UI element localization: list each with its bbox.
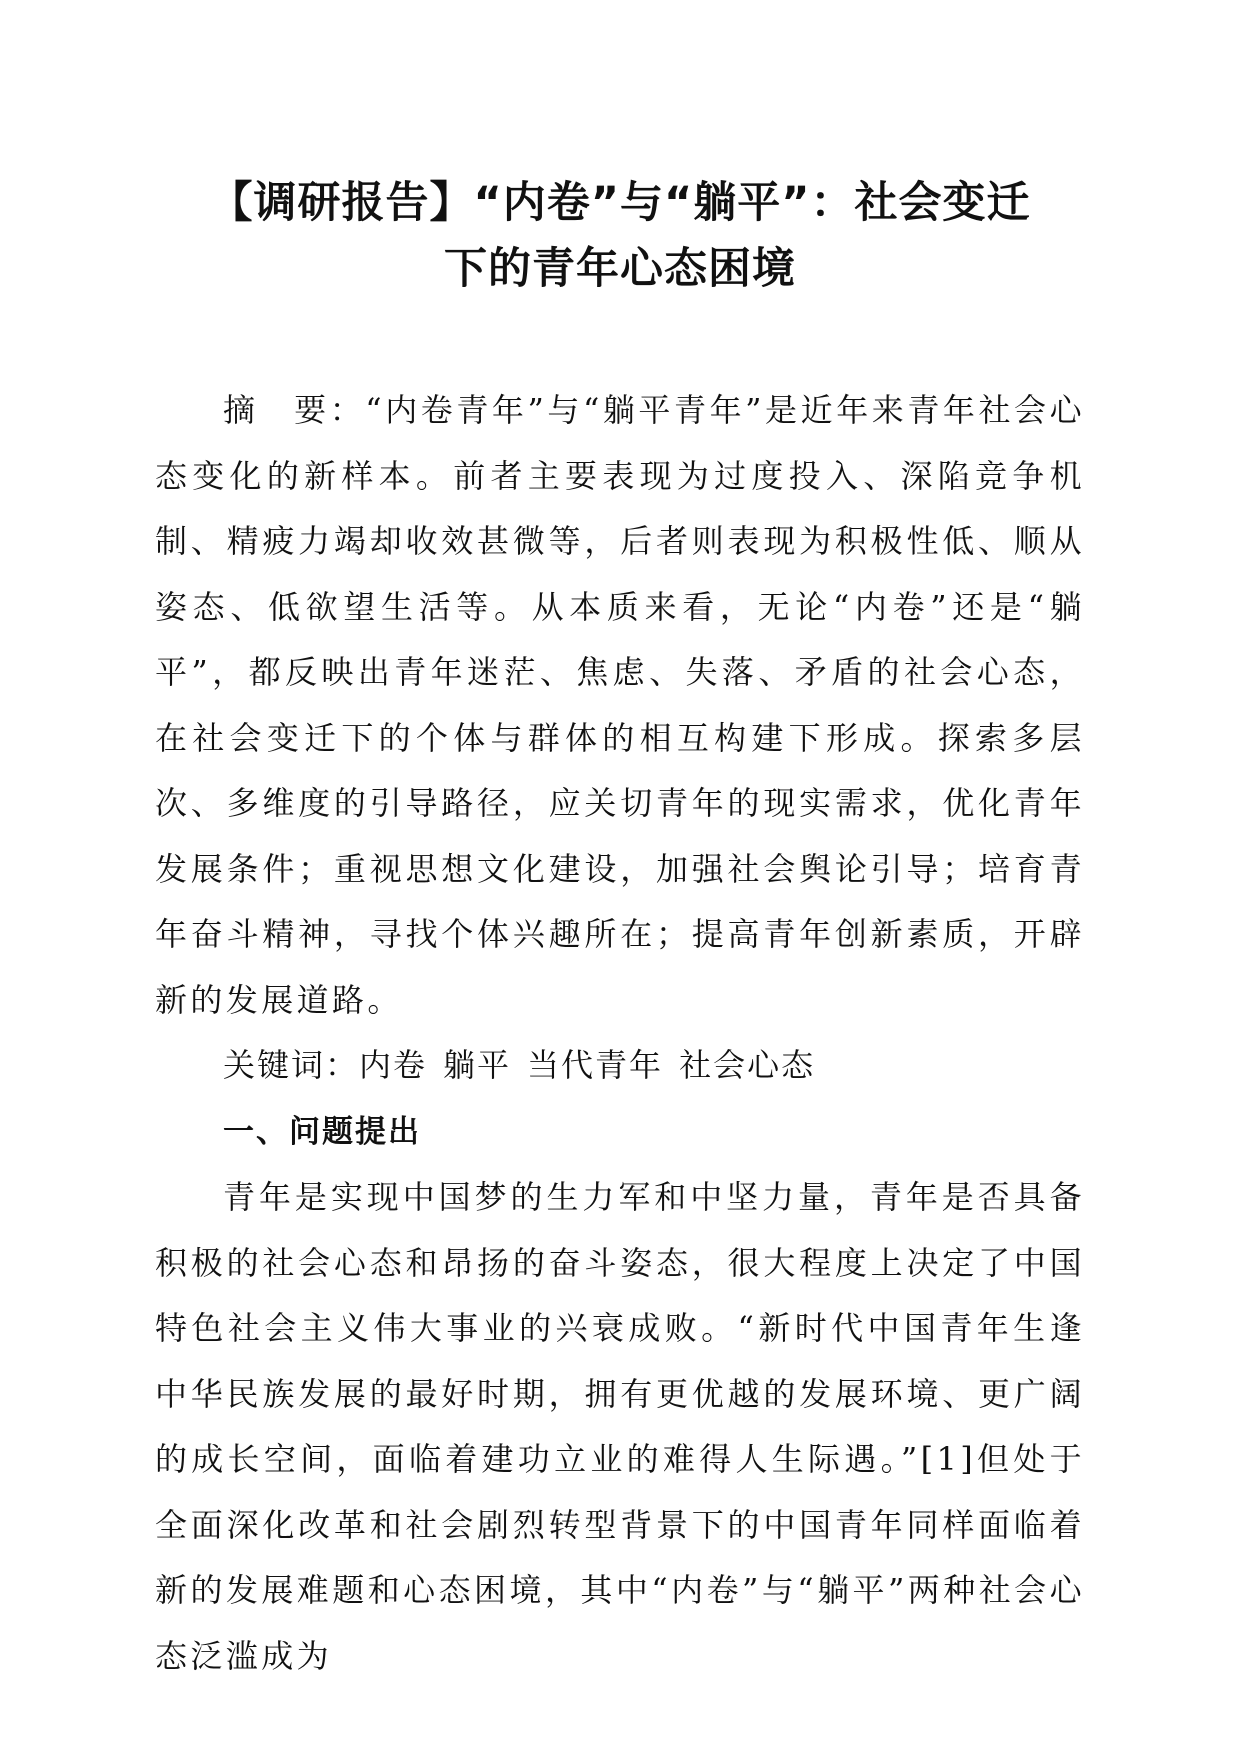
keyword: 社会心态 [679, 1046, 816, 1084]
abstract-paragraph [155, 378, 1085, 1033]
title-line-1: 【调研报告】“内卷”与“躺平”：社会变迁 [209, 178, 1031, 228]
title-line-2: 下的青年心态困境 [444, 244, 796, 294]
keywords-label: 关键词： [223, 1046, 360, 1084]
section-1-heading: 一、问题提出 [223, 1113, 421, 1150]
document-title [150, 170, 1090, 302]
section-1-paragraph: 青年是实现中国梦的生力军和中坚力量，青年是否具备积极的社会心态和昂扬的奋斗姿态，很大程度上决定了中国特色社会主义伟大事业的兴衰成败。“新时代中国青年生逢中华民族发展的最好时期，拥有更优越的发展环境、更广阔的成长空间，面临着建功立业的难得人生际遇。”[1]但处于全面深化改革和社会剧烈转型背景下的中国青年同样面临着新的发展难题和心态困境，其中“内卷”与“躺平”两种社会心态泛滥成为 [155, 1178, 1085, 1675]
keyword: 内卷 [359, 1046, 428, 1084]
section-heading [155, 1099, 1085, 1166]
keyword: 躺平 [443, 1046, 512, 1084]
document-body [155, 378, 1085, 1689]
abstract-text: “内卷青年”与“躺平青年”是近年来青年社会心态变化的新样本。前者主要表现为过度投入、深陷竞争机制、精疲力竭却收效甚微等，后者则表现为积极性低、顺从姿态、低欲望生活等。从本质来看，无论“内卷”还是“躺平”，都反映出青年迷茫、焦虑、失落、矛盾的社会心态，在社会变迁下的个体与群体的相互构建下形成。探索多层次、多维度的引导路径，应关切青年的现实需求，优化青年发展条件；重视思想文化建设，加强社会舆论引导；培育青年奋斗精神，寻找个体兴趣所在；提高青年创新素质，开辟新的发展道路。 [155, 391, 1085, 1019]
abstract-label: 摘 要： [223, 391, 366, 429]
keywords-paragraph [155, 1033, 1085, 1099]
keyword: 当代青年 [527, 1046, 664, 1084]
